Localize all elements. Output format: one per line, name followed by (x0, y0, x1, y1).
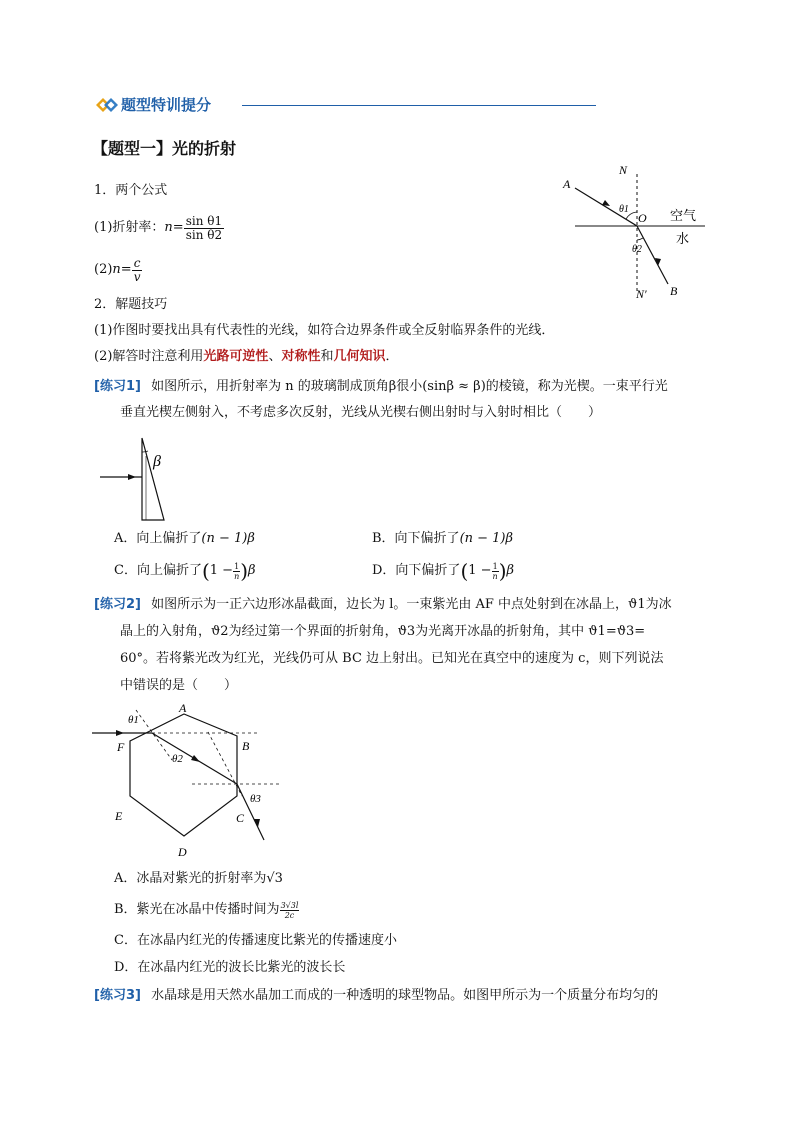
hex-label-theta3: θ3 (250, 793, 261, 805)
label-A: A (563, 177, 571, 191)
tip-1: (1)作图时要找出具有代表性的光线，如符合边界条件或全反射临界条件的光线． (94, 323, 555, 338)
exercise-2-text-1: 如图所示为一正六边形冰晶截面，边长为 l。一束紫光由 AF 中点处射到在冰晶上，ϑ1为冰 (151, 597, 672, 612)
exercise-2-tag: [练习2] (94, 597, 141, 612)
ex1-option-D-one: 1 − (468, 563, 492, 578)
ex2-option-A[interactable]: A．冰晶对紫光的折射率为√3 (114, 871, 283, 886)
label-N-prime: N′ (636, 287, 647, 300)
ex2-option-B-fraction (280, 901, 300, 920)
exercise-1-line-1 (94, 378, 668, 396)
hex-label-D: D (178, 845, 187, 859)
ex1-option-C-beta: β (248, 563, 256, 578)
ex1-option-D-prefix: D．向下偏折了 (372, 563, 461, 578)
ex1-option-C-prefix: C．向上偏折了 (114, 563, 202, 578)
refraction-diagram (560, 160, 710, 300)
type1-title: 【题型一】光的折射 (92, 139, 237, 158)
formula-speed (94, 254, 142, 286)
formula-index-denominator: sin θ2 (185, 227, 223, 242)
ex1-option-A[interactable] (114, 530, 255, 548)
ex1-option-C-den: n (234, 571, 240, 581)
ex1-option-B[interactable] (372, 530, 513, 548)
exercise-1-tag: [练习1] (94, 379, 141, 394)
incident-ray-hex-arrow (116, 730, 124, 736)
ex2-option-B-prefix: B．紫光在冰晶中传播时间为 (114, 902, 280, 917)
formula-speed-label: (2) (94, 262, 113, 277)
section-title: 题型特训提分 (121, 96, 212, 114)
hex-label-theta2: θ2 (172, 753, 183, 765)
wedge-diagram (96, 436, 186, 524)
exercise-2-text-3: 60°。若将紫光改为红光，光线仍可从 BC 边上射出。已知光在真空中的速度为 c，则下列说法 (120, 651, 664, 666)
label-air: 空气 (670, 209, 697, 224)
header-rule (242, 105, 596, 106)
tip-2-part-e: 和 (320, 349, 334, 364)
ex1-option-A-prefix: A．向上偏折了 (114, 531, 202, 546)
exercise-2-text-2: 晶上的入射角，ϑ2为经过第一个界面的折射角，ϑ3为光离开冰晶的折射角，其中 ϑ1=ϑ3= (120, 624, 646, 639)
ex1-option-C-open: ( (201, 559, 210, 583)
formula-index-eq: = (172, 220, 184, 235)
ex2-option-C[interactable]: C．在冰晶内红光的传播速度比紫光的传播速度小 (114, 933, 397, 948)
ex2-option-B-num: 3√3l (280, 900, 299, 910)
formula-index-var: n (164, 220, 173, 235)
label-beta: β (153, 453, 161, 470)
label-O: O (638, 211, 647, 225)
formula-speed-numerator: c (132, 257, 143, 271)
label-water: 水 (676, 232, 690, 247)
label-N: N (619, 163, 628, 177)
incident-beam-arrow (128, 474, 136, 480)
tip-2-part-c: 、 (268, 349, 282, 364)
ex2-option-D[interactable]: D．在冰晶内红光的波长比紫光的波长长 (114, 960, 346, 975)
refracted-ray (637, 226, 668, 284)
ex1-option-D[interactable] (372, 558, 514, 584)
wedge-prism (142, 438, 164, 520)
hex-label-C: C (236, 811, 245, 825)
ex1-option-D-open: ( (460, 559, 469, 583)
exercise-3-tag: [练习3] (94, 988, 141, 1003)
hexagon-diagram (90, 696, 290, 862)
hex-label-B: B (242, 739, 250, 753)
formula-index-numerator: sin θ1 (185, 213, 223, 228)
formula-index (94, 212, 224, 244)
ex1-option-D-beta: β (506, 563, 515, 578)
tip-2-symmetry: 对称性 (281, 349, 321, 364)
exercise-2-text-4: 中错误的是（ ） (120, 678, 238, 693)
incident-arrow (602, 200, 610, 206)
ex1-option-A-expr: (n − 1)β (201, 531, 255, 546)
hex-label-theta1: θ1 (128, 714, 139, 726)
ex1-option-C-one: 1 − (209, 563, 234, 578)
section-header (96, 95, 600, 115)
tip-2-geometry: 几何知识 (333, 349, 386, 364)
ex1-option-C-num: 1 (234, 561, 240, 571)
hex-label-A: A (179, 701, 187, 715)
ex2-option-B[interactable] (114, 898, 299, 922)
ex1-option-C-fraction (233, 562, 240, 581)
heading-techniques: 2．解题技巧 (94, 297, 168, 312)
formula-index-fraction (184, 215, 224, 242)
formula-index-label: (1)折射率： (94, 220, 165, 235)
formula-speed-denominator: v (133, 269, 141, 284)
exercise-2-line-1 (94, 596, 672, 614)
label-B: B (670, 284, 678, 298)
exercise-3-line-1 (94, 987, 658, 1005)
tip-2-reversibility: 光路可逆性 (203, 349, 269, 364)
ex1-option-C-close: ) (240, 559, 249, 583)
hex-label-F: F (117, 740, 125, 754)
double-diamond-icon (96, 98, 118, 112)
exercise-3-text-1: 水晶球是用天然水晶加工而成的一种透明的球型物品。如图甲所示为一个质量分布均匀的 (151, 988, 659, 1003)
formula-speed-fraction (132, 257, 143, 284)
ex1-option-B-prefix: B．向下偏折了 (372, 531, 460, 546)
ex1-option-D-fraction (492, 562, 499, 581)
exercise-1-text-2: 垂直光楔左侧射入，不考虑多次反射，光线从光楔右侧出射时与入射时相比（ ） (120, 405, 602, 420)
ex2-option-B-den: 2c (284, 910, 295, 920)
ex1-option-B-expr: (n − 1)β (459, 531, 514, 546)
ex1-option-D-num: 1 (492, 561, 498, 571)
heading-formulas: 1．两个公式 (94, 183, 168, 198)
angle-arc-2 (637, 238, 643, 240)
tip-2-part-a: (2)解答时注意利用 (94, 349, 204, 364)
ex1-option-C[interactable] (114, 558, 256, 584)
ex1-option-D-close: ) (498, 559, 507, 583)
label-theta2: θ2 (632, 244, 642, 255)
formula-speed-var: n (112, 262, 121, 277)
label-theta1: θ1 (619, 204, 629, 215)
ex1-option-D-den: n (492, 571, 498, 581)
internal-ray-arrow (191, 755, 200, 762)
hex-label-E: E (115, 809, 123, 823)
formula-speed-eq: = (120, 262, 132, 277)
tip-2 (94, 348, 399, 366)
exercise-1-text-1: 如图所示，用折射率为 n 的玻璃制成顶角β很小(sinβ ≈ β)的棱镜，称为光楔。一束平行光 (151, 379, 668, 394)
tip-2-part-g: ． (385, 349, 399, 364)
